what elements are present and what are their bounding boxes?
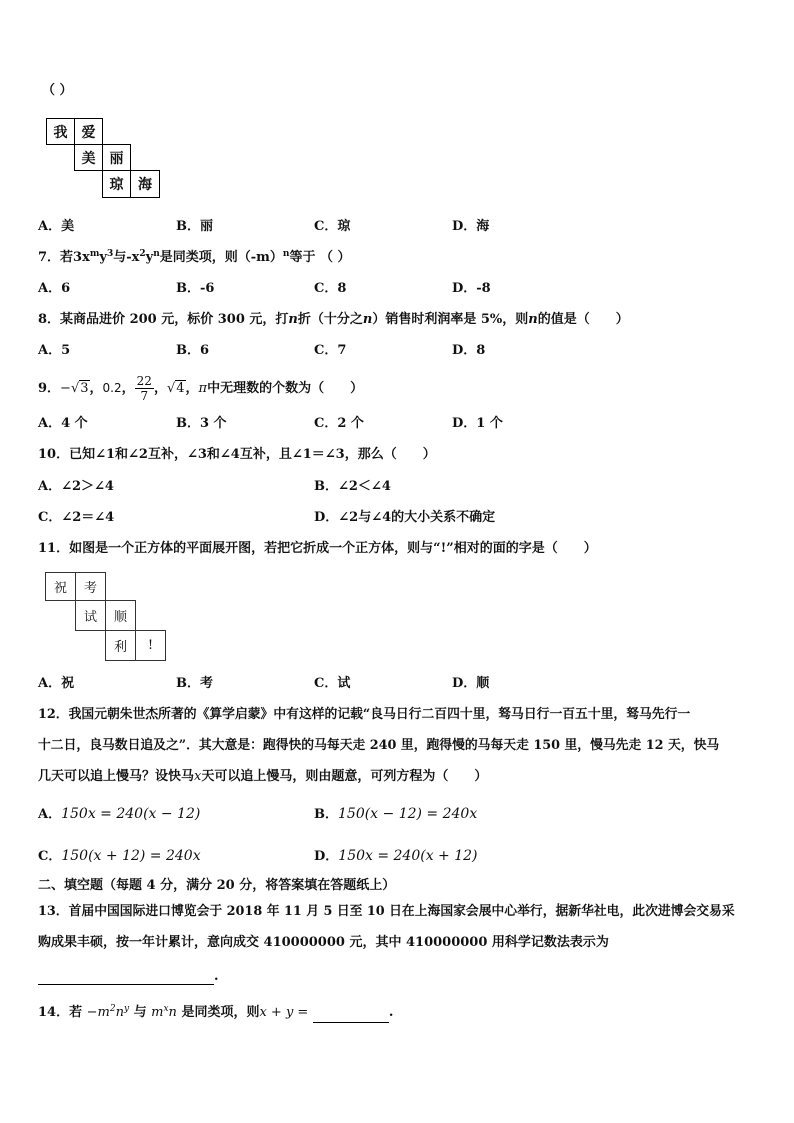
q8-text: 折（十分之: [297, 312, 363, 327]
q9-sep: ，: [153, 381, 167, 396]
q12-option-label: C．: [38, 849, 62, 864]
q8-option-a[interactable]: A．5: [38, 343, 71, 358]
q9-frac-den: 7: [140, 389, 149, 403]
q9-sep: ，: [89, 381, 103, 396]
q9-option-b[interactable]: B．3 个: [176, 416, 227, 431]
q14-text: 与: [133, 1005, 147, 1020]
q6-cell: 海: [130, 170, 160, 198]
q13-end: .: [214, 969, 219, 984]
q13-answer-line: [38, 969, 219, 985]
q8-option-c[interactable]: C．7: [314, 343, 347, 358]
q9-option-a[interactable]: A．4 个: [38, 416, 88, 431]
q7-exp: n: [282, 249, 290, 259]
q11-option-a[interactable]: A．祝: [38, 676, 75, 691]
q14-expression: x + y =: [259, 1005, 309, 1020]
q12-option-a[interactable]: [38, 806, 200, 823]
q7-term: 与-x: [113, 250, 140, 265]
q12-equation: 150(x + 12) = 240x: [61, 848, 201, 864]
q14-answer-blank[interactable]: [313, 1008, 389, 1023]
q9-num: 9．: [38, 381, 61, 396]
q11-option-d[interactable]: D．顺: [452, 676, 490, 691]
q13-answer-blank[interactable]: [38, 970, 214, 985]
q9-minus: −: [60, 381, 71, 396]
q14-stem: [38, 1003, 393, 1023]
q11-cell: 祝: [45, 572, 76, 601]
q7-text: 是同类项，则（-m）: [159, 250, 283, 265]
q12-line2: 十二日，良马数日追及之”．其大意是：跑得快的马每天走 240 里，跑得慢的马每天走 150 里，慢马先走 12 天，快马: [38, 738, 720, 753]
q9-fraction: [135, 374, 154, 403]
q9-sep: ，: [185, 381, 199, 396]
q14-end: .: [388, 1005, 394, 1020]
q6-option-a[interactable]: A．美: [38, 219, 75, 234]
q7-exp: n: [153, 249, 160, 259]
q6-cell: 丽: [102, 144, 131, 171]
q14-exp: 2: [109, 1004, 116, 1014]
q12-text: 天可以追上慢马，则由题意，可列方程为（ ）: [201, 769, 488, 784]
q12-var-x: x: [194, 769, 202, 784]
q9-sep: ，: [121, 381, 135, 396]
q11-cell: 试: [75, 600, 106, 631]
q14-exp: x: [163, 1004, 169, 1014]
q11-option-b[interactable]: B．考: [176, 676, 213, 691]
q8-option-b[interactable]: B．6: [176, 343, 210, 358]
q8-text: 8．某商品进价 200 元，标价 300 元，打: [38, 312, 289, 327]
q7-term: y: [145, 250, 154, 265]
q10-option-b[interactable]: B．∠2＜∠4: [314, 479, 391, 494]
q7-option-d[interactable]: D．-8: [452, 281, 491, 296]
q6-option-d[interactable]: D．海: [452, 219, 490, 234]
q14-term: n: [168, 1005, 177, 1020]
q7-option-b[interactable]: B．-6: [176, 281, 215, 296]
q12-option-c[interactable]: [38, 848, 201, 865]
q14-term: m: [151, 1005, 164, 1020]
q11-cell: !: [135, 630, 166, 661]
q9-frac-num: 22: [136, 374, 152, 388]
q11-cell: 顺: [105, 600, 136, 631]
q12-option-label: B．: [314, 807, 338, 822]
section-fill-in-heading: 二、填空题（每题 4 分，满分 20 分，将答案填在答题纸上）: [38, 878, 396, 893]
q9-stem: [38, 370, 363, 406]
q13-line1: 13．首届中国国际进口博览会于 2018 年 11 月 5 日至 10 日在上海国家会展中心举行，据新华社电，此次进博会交易采: [38, 904, 735, 919]
q12-option-d[interactable]: [314, 848, 478, 865]
q7-num: 7．若: [38, 250, 74, 265]
q8-option-d[interactable]: D．8: [452, 343, 486, 358]
q9-sqrt4: √4: [166, 381, 185, 396]
q13-line2: 购成果丰硕，按一年计累计，意向成交 410000000 元，其中 410000000 用科学记数法表示为: [38, 935, 609, 950]
q11-stem: 11．如图是一个正方体的平面展开图，若把它折成一个正方体，则与“!”相对的面的字是（ ）: [38, 541, 597, 556]
q6-cell: 爱: [74, 118, 103, 145]
q7-text: 等于 （ ）: [289, 250, 351, 265]
q12-line1: 12．我国元朝朱世杰所著的《算学启蒙》中有这样的记载“良马日行二百四十里，驽马日行一百五十里，驽马先行一: [38, 707, 691, 722]
q12-equation: 150x = 240(x + 12): [338, 848, 478, 864]
q7-exp: 3: [106, 249, 114, 259]
q11-cell: 利: [105, 630, 136, 661]
q7-exp: m: [89, 249, 100, 259]
q6-paren: （ ）: [42, 83, 73, 98]
q7-option-c[interactable]: C．8: [314, 281, 347, 296]
q12-option-label: D．: [314, 849, 339, 864]
q10-option-c[interactable]: C．∠2＝∠4: [38, 510, 115, 525]
q7-term: 3x: [73, 250, 90, 265]
q12-equation: 150x = 240(x − 12): [61, 806, 201, 822]
q11-cell: 考: [75, 572, 106, 601]
q7-term: y: [99, 250, 107, 265]
q6-option-c[interactable]: C．琼: [314, 219, 351, 234]
q9-decimal: 0.2: [102, 381, 122, 395]
q9-neg-sqrt3: −√3: [60, 381, 89, 396]
q14-term: n: [115, 1005, 124, 1020]
q8-var-n: n: [288, 312, 298, 327]
q8-stem: [38, 312, 629, 328]
q8-text: ）销售时利润率是 5%，则: [372, 312, 529, 327]
q6-cell: 琼: [102, 170, 131, 198]
q6-cell: 我: [46, 118, 75, 145]
q6-option-b[interactable]: B．丽: [176, 219, 213, 234]
q6-cell: 美: [74, 144, 103, 171]
q10-option-d[interactable]: D．∠2与∠4的大小关系不确定: [314, 510, 496, 525]
q10-option-a[interactable]: A．∠2＞∠4: [38, 479, 114, 494]
q14-exp: y: [123, 1004, 130, 1014]
q9-option-d[interactable]: D．1 个: [452, 416, 503, 431]
q8-text: 的值是（ ）: [537, 312, 629, 327]
q11-option-c[interactable]: C．试: [314, 676, 351, 691]
q8-var-n: n: [528, 312, 538, 327]
q9-text: 中无理数的个数为（ ）: [207, 381, 364, 396]
q9-radicand: 4: [176, 381, 185, 396]
q8-var-n: n: [362, 312, 373, 327]
q9-pi: π: [198, 381, 208, 396]
q12-option-b[interactable]: [314, 806, 477, 823]
q10-stem: 10．已知∠1和∠2互补，∠3和∠4互补，且∠1＝∠3，那么（ ）: [38, 447, 436, 462]
q12-line3: [38, 769, 487, 785]
q9-option-c[interactable]: C．2 个: [314, 416, 364, 431]
q7-option-a[interactable]: A．6: [38, 281, 71, 296]
q7-exp: 2: [139, 249, 146, 259]
q9-radicand: 3: [80, 381, 89, 396]
q7-stem: [38, 250, 351, 266]
q12-option-label: A．: [38, 807, 62, 822]
q14-term: −m: [86, 1005, 110, 1020]
q12-text: 几天可以追上慢马？设快马: [38, 769, 195, 784]
q12-equation: 150(x − 12) = 240x: [338, 806, 478, 822]
q14-num: 14．若: [38, 1005, 83, 1020]
q14-text: 是同类项，则: [181, 1005, 260, 1020]
